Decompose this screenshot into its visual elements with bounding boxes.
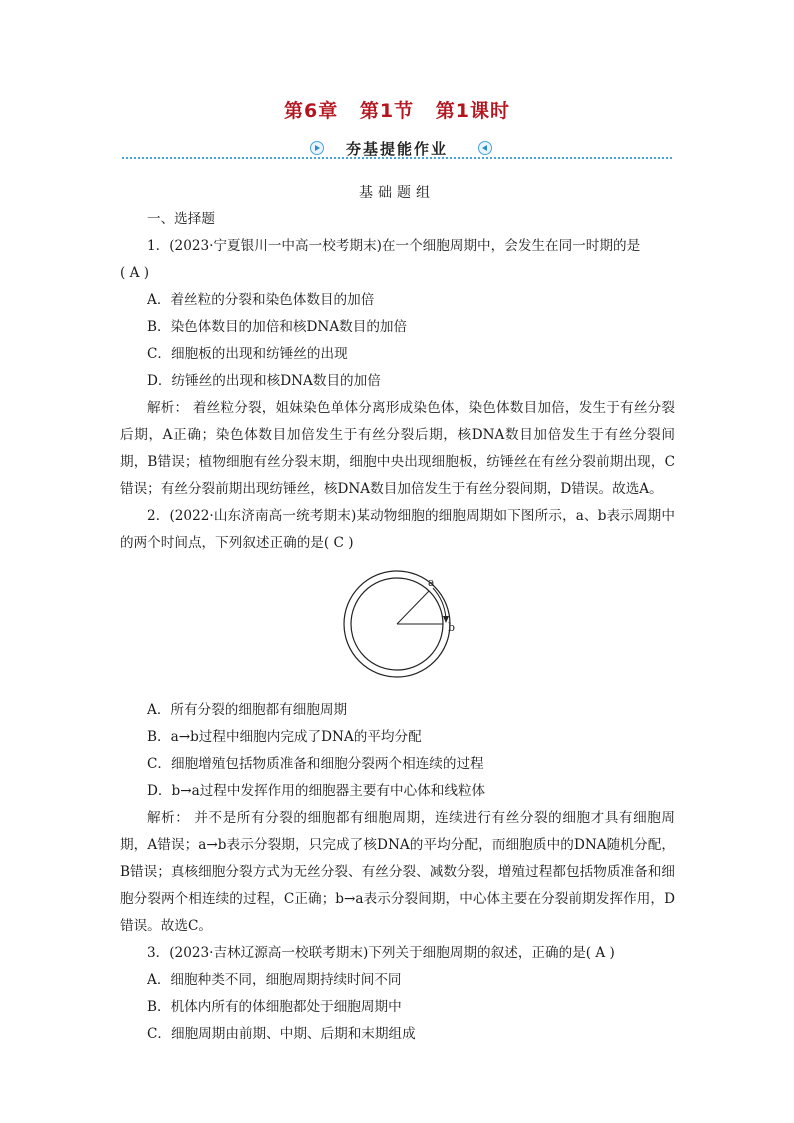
q2-stem: 2．(2022·山东济南高一统考期末)某动物细胞的细胞周期如下图所示，a、b表示周期中的两个时间点，下列叙述正确的是( C ) (120, 508, 675, 551)
q2-option-b: B．a→b过程中细胞内完成了DNA的平均分配 (147, 729, 422, 745)
q3-option-c: C．细胞周期由前期、中期、后期和末期组成 (147, 1026, 416, 1042)
q1-option-d: D．纺锤丝的出现和核DNA数目的加倍 (147, 373, 381, 389)
cell-cycle-diagram (338, 559, 458, 685)
q2-option-a: A．所有分裂的细胞都有细胞周期 (147, 702, 348, 718)
banner-label: 夯基提能作业 (345, 140, 448, 158)
lesson-label: 第1课时 (435, 100, 510, 122)
chapter-label: 第6章 (284, 100, 339, 122)
category-heading: 一、选择题 (147, 211, 215, 227)
homework-banner (122, 138, 672, 164)
point-a-label: a (427, 576, 435, 589)
q2-option-d: D．b→a过程中发挥作用的细胞器主要有中心体和线粒体 (147, 783, 486, 799)
q2-option-c: C．细胞增殖包括物质准备和细胞分裂两个相连续的过程 (147, 756, 484, 772)
arrow-left-icon (478, 141, 492, 155)
q3-stem: 3．(2023·吉林辽源高一校联考期末)下列关于细胞周期的叙述，正确的是( A ) (147, 945, 615, 961)
q1-stem: 1．(2023·宁夏银川一中高一校考期末)在一个细胞周期中，会发生在同一时期的是 (147, 238, 641, 254)
q2-analysis: 解析： 并不是所有分裂的细胞都有细胞周期，连续进行有丝分裂的细胞才具有细胞周期，A错误；a→b表示分裂期，只完成了核DNA的平均分配，而细胞质中的DNA随机分配，B错误；真核细胞分裂方式为无丝分裂、有丝分裂、减数分裂，增殖过程都包括物质准备和细胞分裂两个相连续的过程，C正确；b→a表示分裂间期，中心体主要在分裂前期发挥作用，D错误。故选C。 (120, 810, 675, 934)
q3-option-a: A．细胞种类不同，细胞周期持续时间不同 (147, 972, 402, 988)
question-content (120, 206, 675, 1048)
point-b-label: b (447, 621, 455, 634)
radius-a (397, 591, 429, 624)
q1-answer: ( A ) (120, 265, 150, 281)
page-title (0, 96, 794, 123)
section-label: 第1节 (359, 100, 415, 122)
q1-option-b: B．染色体数目的加倍和核DNA数目的加倍 (147, 319, 408, 335)
q1-option-c: C．细胞板的出现和纺锤丝的出现 (147, 346, 348, 362)
cell-cycle-figure (120, 559, 675, 693)
section-heading: 基础题组 (359, 185, 435, 201)
q1-option-a: A．着丝粒的分裂和染色体数目的加倍 (147, 292, 375, 308)
q1-analysis: 解析： 着丝粒分裂，姐妹染色单体分离形成染色体，染色体数目加倍，发生于有丝分裂后期，A正确；染色体数目加倍发生于有丝分裂后期，核DNA数目加倍发生于有丝分裂间期，B错误；植物细胞有丝分裂末期，细胞中央出现细胞板，纺锤丝在有丝分裂前期出现，C错误；有丝分裂前期出现纺锤丝，核DNA数目加倍发生于有丝分裂间期，D错误。故选A。 (120, 400, 675, 497)
q3-option-b: B．机体内所有的体细胞都处于细胞周期中 (147, 999, 402, 1015)
